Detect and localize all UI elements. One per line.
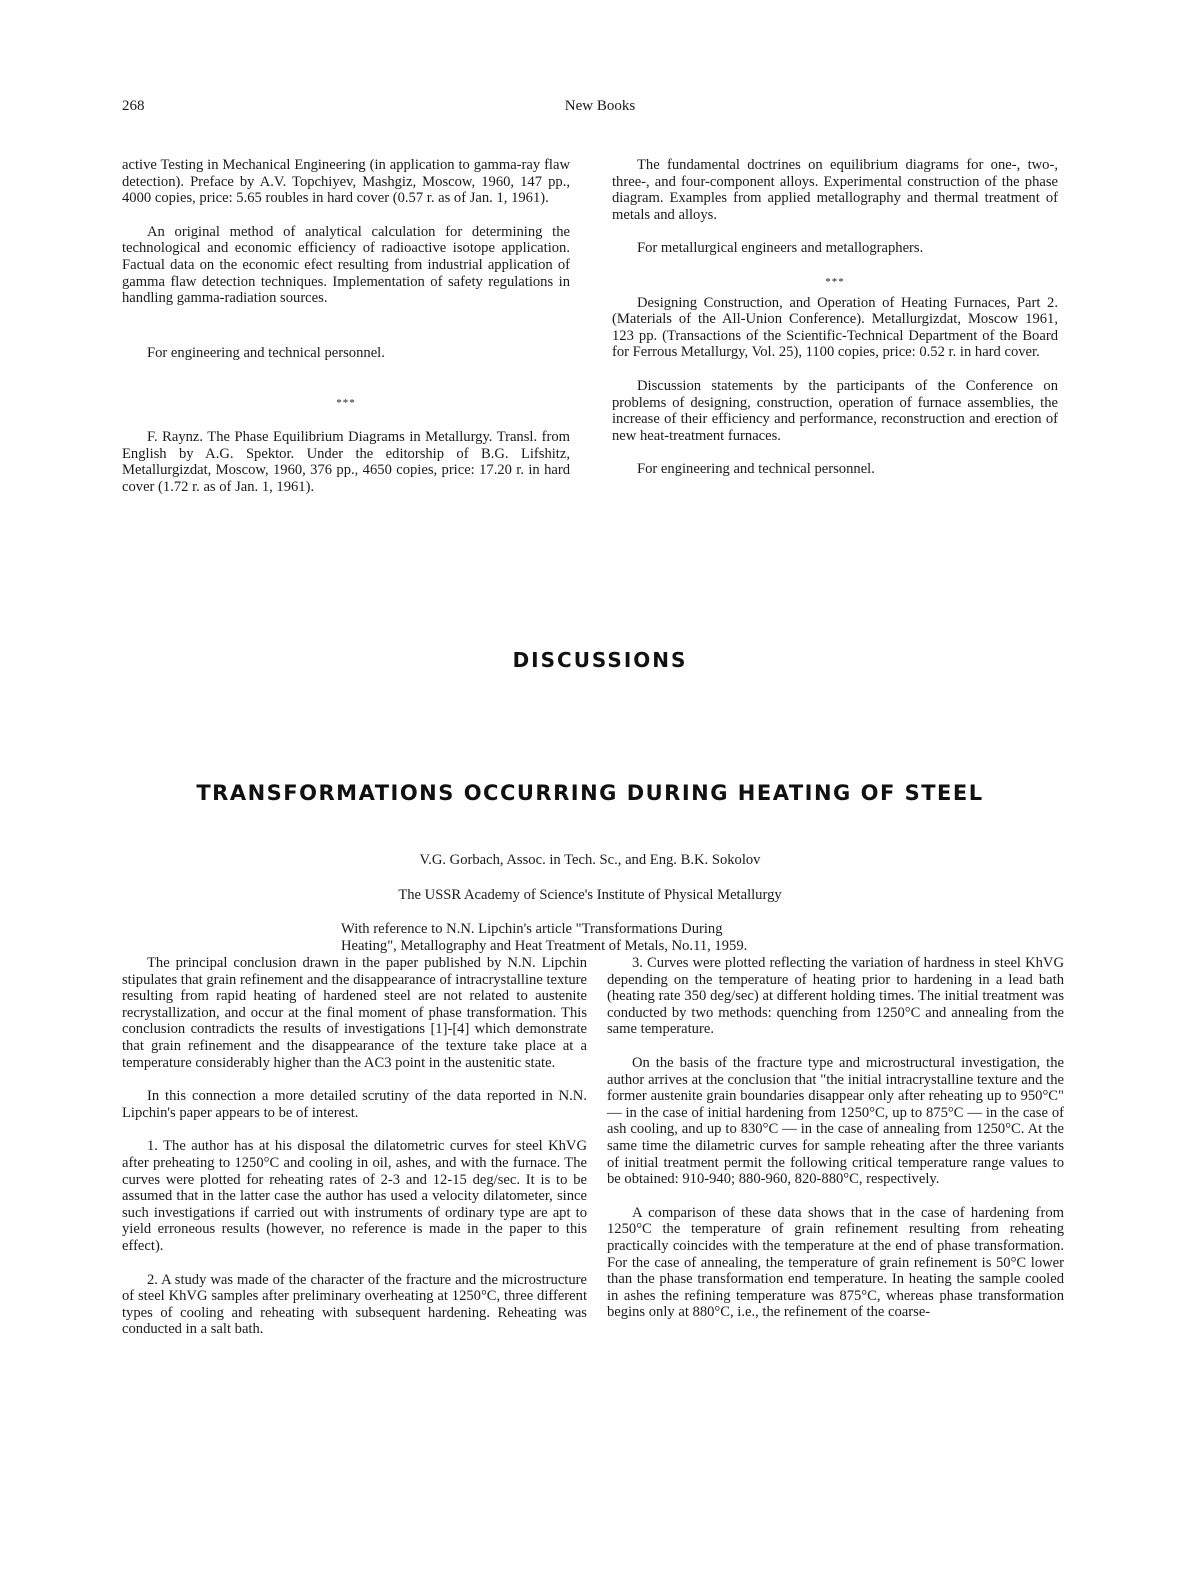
reference-line: With reference to N.N. Lipchin's article "Transformations During: [341, 921, 723, 937]
article-paragraph: 2. A study was made of the character of the fracture and the microstructure of steel KhVG samples after preliminary overheating at 1250°C, three different types of cooling and reheating with subsequent hardening. Reheating was conducted in a salt bath.: [122, 1271, 587, 1338]
article-paragraph: In this connection a more detailed scrutiny of the data reported in N.N. Lipchin's paper appears to be of interest.: [122, 1088, 587, 1121]
left-column-new-books: [122, 157, 570, 512]
right-column-new-books: [612, 157, 1058, 495]
article-right-column: [607, 955, 1064, 1338]
book-audience: For engineering and technical personnel.: [637, 461, 875, 478]
book-annotation: The fundamental doctrines on equilibrium diagrams for one-, two-, three-, and four-component alloys. Experimental construction of the phase diagram. Examples from applied metallography and thermal treatment of metals and alloys.: [612, 157, 1058, 223]
separator: ***: [336, 397, 356, 410]
book-audience: For engineering and technical personnel.: [147, 344, 385, 361]
book-audience: For metallurgical engineers and metallographers.: [637, 240, 924, 257]
article-paragraph: 3. Curves were plotted reflecting the variation of hardness in steel KhVG depending on the temperature of heating prior to hardening in a lead bath (heating rate 350 deg/sec) at different holding times. The initial treatment was conducted by two methods: quenching from 1250°C and annealing from the same temperature.: [607, 955, 1064, 1038]
section-heading: DISCUSSIONS: [512, 648, 688, 672]
running-head: New Books: [564, 98, 636, 114]
article-title: TRANSFORMATIONS OCCURRING DURING HEATING OF STEEL: [196, 781, 984, 805]
book-entry: F. Raynz. The Phase Equilibrium Diagrams in Metallurgy. Transl. from English by A.G. Spektor. Under the editorship of B.G. Lifshitz, Metallurgizdat, Moscow, 1960, 376 pp., 4650 copies, price: 17.20 r. in hard cover (1.72 r. as of Jan. 1, 1961).: [122, 428, 570, 495]
article-paragraph: The principal conclusion drawn in the paper published by N.N. Lipchin stipulates that grain refinement and the disappearance of intracrystalline texture resulting from rapid heating of hardened steel are not related to austenite recrystallization, and occur at the final moment of phase transformation. This conclusion contradicts the results of investigations [1]-[4] which demonstrate that grain refinement and the disappearance of the texture take place at a temperature considerably higher than the AC3 point in the austenitic state.: [122, 955, 587, 1071]
article-affiliation: The USSR Academy of Science's Institute of Physical Metallurgy: [398, 887, 782, 903]
book-entry: Designing Construction, and Operation of Heating Furnaces, Part 2. (Materials of the All-Union Conference). Metallurgizdat, Moscow 1961, 123 pp. (Transactions of the Scientific-Technical Department of the Board for Ferrous Metallurgy, Vol. 25), 1100 copies, price: 0.52 r. in hard cover.: [612, 294, 1058, 361]
book-annotation: Discussion statements by the participants of the Conference on problems of designing, construction, operation of furnace assemblies, the increase of their efficiency and performance, reconstruction and erection of new heat-treatment furnaces.: [612, 377, 1058, 444]
article-paragraph: 1. The author has at his disposal the dilatometric curves for steel KhVG after preheating to 1250°C and cooling in oil, ashes, and with the furnace. The curves were plotted for reheating rates of 2-3 and 12-15 deg/sec. It is to be assumed that in the latter case the author has used a velocity dilatometer, since such investigations if carried out with instruments of ordinary type are apt to yield erroneous results (however, no reference is made in the paper to this effect).: [122, 1138, 587, 1254]
book-annotation: An original method of analytical calculation for determining the technological and economic efficiency of radioactive isotope application. Factual data on the economic efect resulting from industrial application of gamma flaw detection techniques. Implementation of safety regulations in handling gamma-radiation sources.: [122, 223, 570, 307]
article-paragraph: A comparison of these data shows that in the case of hardening from 1250°C the temperature of grain refinement resulting from reheating practically coincides with the temperature at the end of phase transformation. For the case of annealing, the temperature of grain refinement is 50°C lower than the phase transformation end temperature. In heating the sample cooled in ashes the refining temperature was 875°C, whereas phase transformation begins only at 880°C, i.e., the refinement of the coarse-: [607, 1204, 1064, 1321]
article-paragraph: On the basis of the fracture type and microstructural investigation, the author arrives at the conclusion that "the initial intracrystalline texture and the former austenite grain boundaries disappear only after reheating up to 950°C" — in the case of initial hardening from 1250°C, up to 875°C — in the case of ash cooling, and up to 830°C — in the case of annealing from 1250°C. At the same time the dilametric curves for sample reheating after the three variants of initial treatment permit the following critical temperature range values to be obtained: 910-940; 880-960, 820-880°C, respectively.: [607, 1054, 1064, 1188]
reference-line: Heating", Metallography and Heat Treatment of Metals, No.11, 1959.: [341, 937, 748, 954]
article-left-column: [122, 955, 587, 1355]
page-number: 268: [122, 98, 145, 114]
article-authors: V.G. Gorbach, Assoc. in Tech. Sc., and Eng. B.K. Sokolov: [419, 852, 761, 868]
reference-note: [341, 921, 861, 954]
book-entry-continued: active Testing in Mechanical Engineering (in application to gamma-ray flaw detection). Preface by A.V. Topchiyev, Mashgiz, Moscow, 1960, 147 pp., 4000 copies, price: 5.65 roubles in hard cover (0.57 r. as of Jan. 1, 1961).: [122, 157, 570, 207]
separator: ***: [825, 275, 845, 288]
